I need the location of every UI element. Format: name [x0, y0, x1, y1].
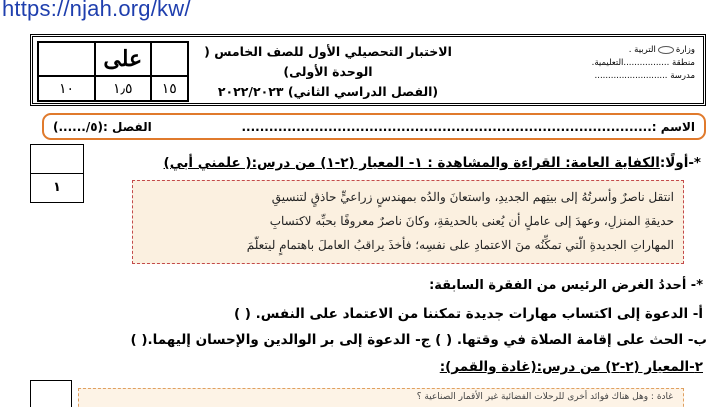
student-name-box — [42, 113, 706, 140]
ministry-line — [545, 44, 695, 57]
section1-score-box-top[interactable] — [30, 144, 84, 174]
region-line: منطقة .................التعليمية. — [591, 58, 695, 68]
exam-title-line1: الاختبار التحصيلي الأول للصف الخامس ( الوحدة الأولى) — [204, 44, 452, 79]
admin-info — [545, 44, 695, 83]
passage-line-1: انتقل ناصرٌ وأسرتُهُ إلى بيتِهم الجديدِ، واستعانَ والدُه بمهندسٍ زراعيٍّ حاذقٍ لتنسيقِ — [271, 190, 674, 204]
grade-empty-cell-2 — [38, 42, 95, 76]
grade-table — [37, 41, 189, 102]
exam-title-line2: (الفصل الدراسي الثاني) ٢٠٢٢/٢٠٢٣ — [217, 84, 439, 99]
question1-prompt: *- أحددُ الغرض الرئيس من الفقرة السابقة: — [429, 278, 703, 293]
exam-title — [203, 42, 453, 102]
student-class-field[interactable]: الفصل :(٥/......) — [53, 120, 152, 134]
section1-heading — [101, 155, 701, 171]
question1-options-bc[interactable]: ب- الحث على إقامة الصلاة في وقتها. ( ) ج- الدعوة إلى بر الوالدين والإحسان إليهما.( ) — [130, 332, 707, 348]
section2-passage: غادة : وهل هناك فوائد أخرى للرحلات الفضائية غير الأقمار الصناعية ؟ — [78, 388, 684, 407]
section2-heading: ٢-المعيار (٢-٢) من درس:(غادة والقمر): — [439, 359, 703, 375]
student-name-field[interactable]: الاسم :.......................................................................................... — [241, 120, 695, 134]
grade-part: ١٫٥ — [95, 76, 151, 101]
school-line: مدرسة ........................... — [594, 71, 695, 81]
source-url[interactable]: https://njah.org/kw/ — [2, 0, 191, 21]
grade-empty-cell-1 — [151, 42, 188, 76]
ministry-logo-icon — [658, 46, 674, 54]
passage-line-3: المهاراتِ الجديدةِ الّتي تمكِّنُه منَ الاعتمادِ على نفسِه؛ فأخذَ يراقبُ العاملَ باهتمامٍ ليتعلّمَ — [246, 238, 674, 252]
section1-score-box[interactable]: ١ — [30, 173, 84, 203]
ministry-label: وزارة — [675, 45, 695, 55]
section1-title: الكفاية العامة: القراءة والمشاهدة : ١- المعيار (٢-١) من درس:( علمني أبي) — [163, 155, 660, 171]
grade-total: ١٠ — [38, 76, 95, 101]
score-word: على — [95, 42, 151, 76]
reading-passage — [132, 180, 684, 264]
exam-header — [30, 34, 706, 106]
passage-line-2: حديقةِ المنزلِ، وعهدَ إلى عاملٍ أن يُعنى بالحديقةِ، وكانَ ناصرٌ معروفًا بحبِّه لاكتسابِ — [269, 214, 674, 228]
grade-max: ١٥ — [151, 76, 188, 101]
ministry-suffix: التربية . — [628, 45, 656, 55]
section1-prefix: *-أولًا: — [659, 155, 701, 171]
question1-option-a[interactable]: أ- الدعوة إلى اكتساب مهارات جديدة تمكننا من الاعتماد على النفس. ( ) — [233, 306, 703, 322]
section2-score-box[interactable] — [30, 380, 72, 407]
